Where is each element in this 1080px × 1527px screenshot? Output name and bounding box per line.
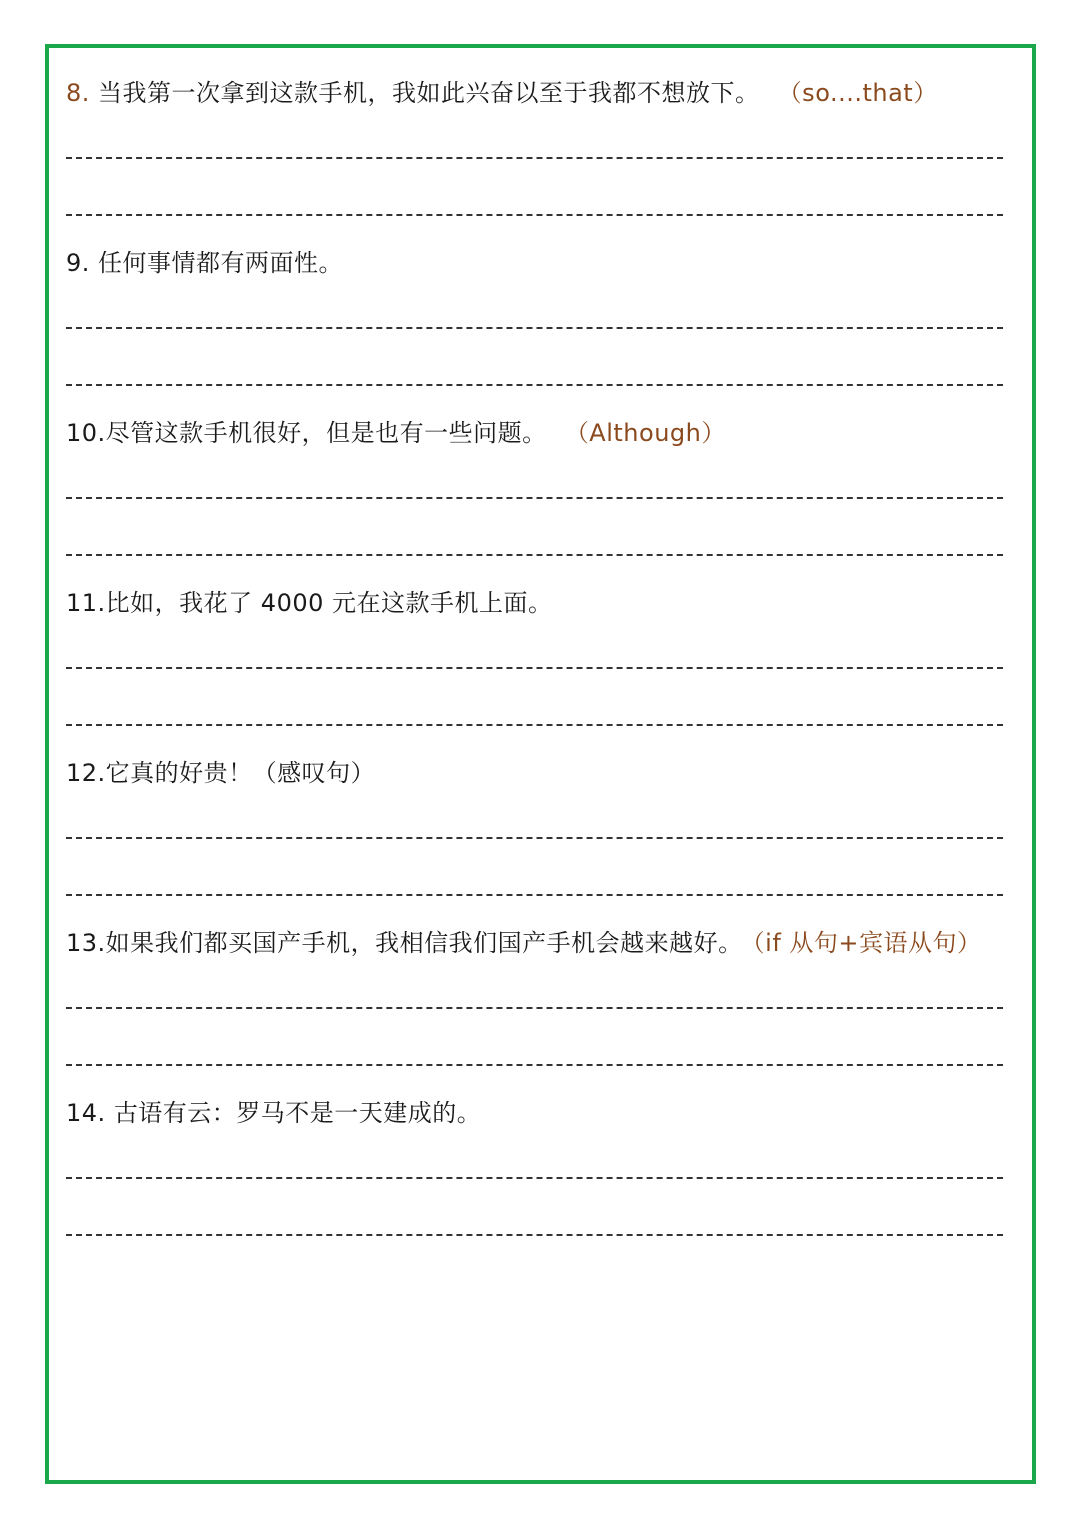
- question-text: 当我第一次拿到这款手机，我如此兴奋以至于我都不想放下。: [98, 79, 760, 107]
- answer-line[interactable]: [66, 497, 1003, 499]
- question-text: 古语有云：罗马不是一天建成的。: [113, 1099, 482, 1127]
- question-prompt: [66, 756, 375, 790]
- question-prompt: [66, 76, 938, 110]
- question-number: 10.: [66, 419, 106, 447]
- question-prompt: [66, 1096, 481, 1130]
- question-number: 14.: [66, 1099, 106, 1127]
- question-text: 任何事情都有两面性。: [98, 249, 344, 277]
- question-prompt: [66, 926, 982, 960]
- question-number: 13.: [66, 929, 106, 957]
- answer-line[interactable]: [66, 384, 1003, 386]
- question-hint: （Although）: [564, 419, 726, 447]
- question-hint: （so....that）: [777, 79, 938, 107]
- question-prompt: [66, 586, 553, 620]
- answer-line[interactable]: [66, 667, 1003, 669]
- question-text: 如果我们都买国产手机，我相信我们国产手机会越来越好。: [105, 929, 743, 957]
- question-hint: （if 从句+宾语从句）: [752, 929, 982, 957]
- answer-line[interactable]: [66, 894, 1003, 896]
- question-number: 11.: [66, 589, 106, 617]
- question-prompt: [66, 246, 343, 280]
- answer-line[interactable]: [66, 837, 1003, 839]
- answer-line[interactable]: [66, 327, 1003, 329]
- answer-line[interactable]: [66, 1007, 1003, 1009]
- question-number: 8.: [66, 79, 90, 107]
- answer-line[interactable]: [66, 1177, 1003, 1179]
- question-text: 比如，我花了 4000 元在这款手机上面。: [105, 589, 553, 617]
- answer-line[interactable]: [66, 157, 1003, 159]
- answer-line[interactable]: [66, 1064, 1003, 1066]
- answer-line[interactable]: [66, 1234, 1003, 1236]
- answer-line[interactable]: [66, 554, 1003, 556]
- answer-line[interactable]: [66, 724, 1003, 726]
- question-prompt: [66, 416, 726, 450]
- question-number: 12.: [66, 759, 106, 787]
- question-text: 尽管这款手机很好，但是也有一些问题。: [105, 419, 547, 447]
- answer-line[interactable]: [66, 214, 1003, 216]
- question-number: 9.: [66, 249, 90, 277]
- question-text: 它真的好贵！（感叹句）: [105, 759, 376, 787]
